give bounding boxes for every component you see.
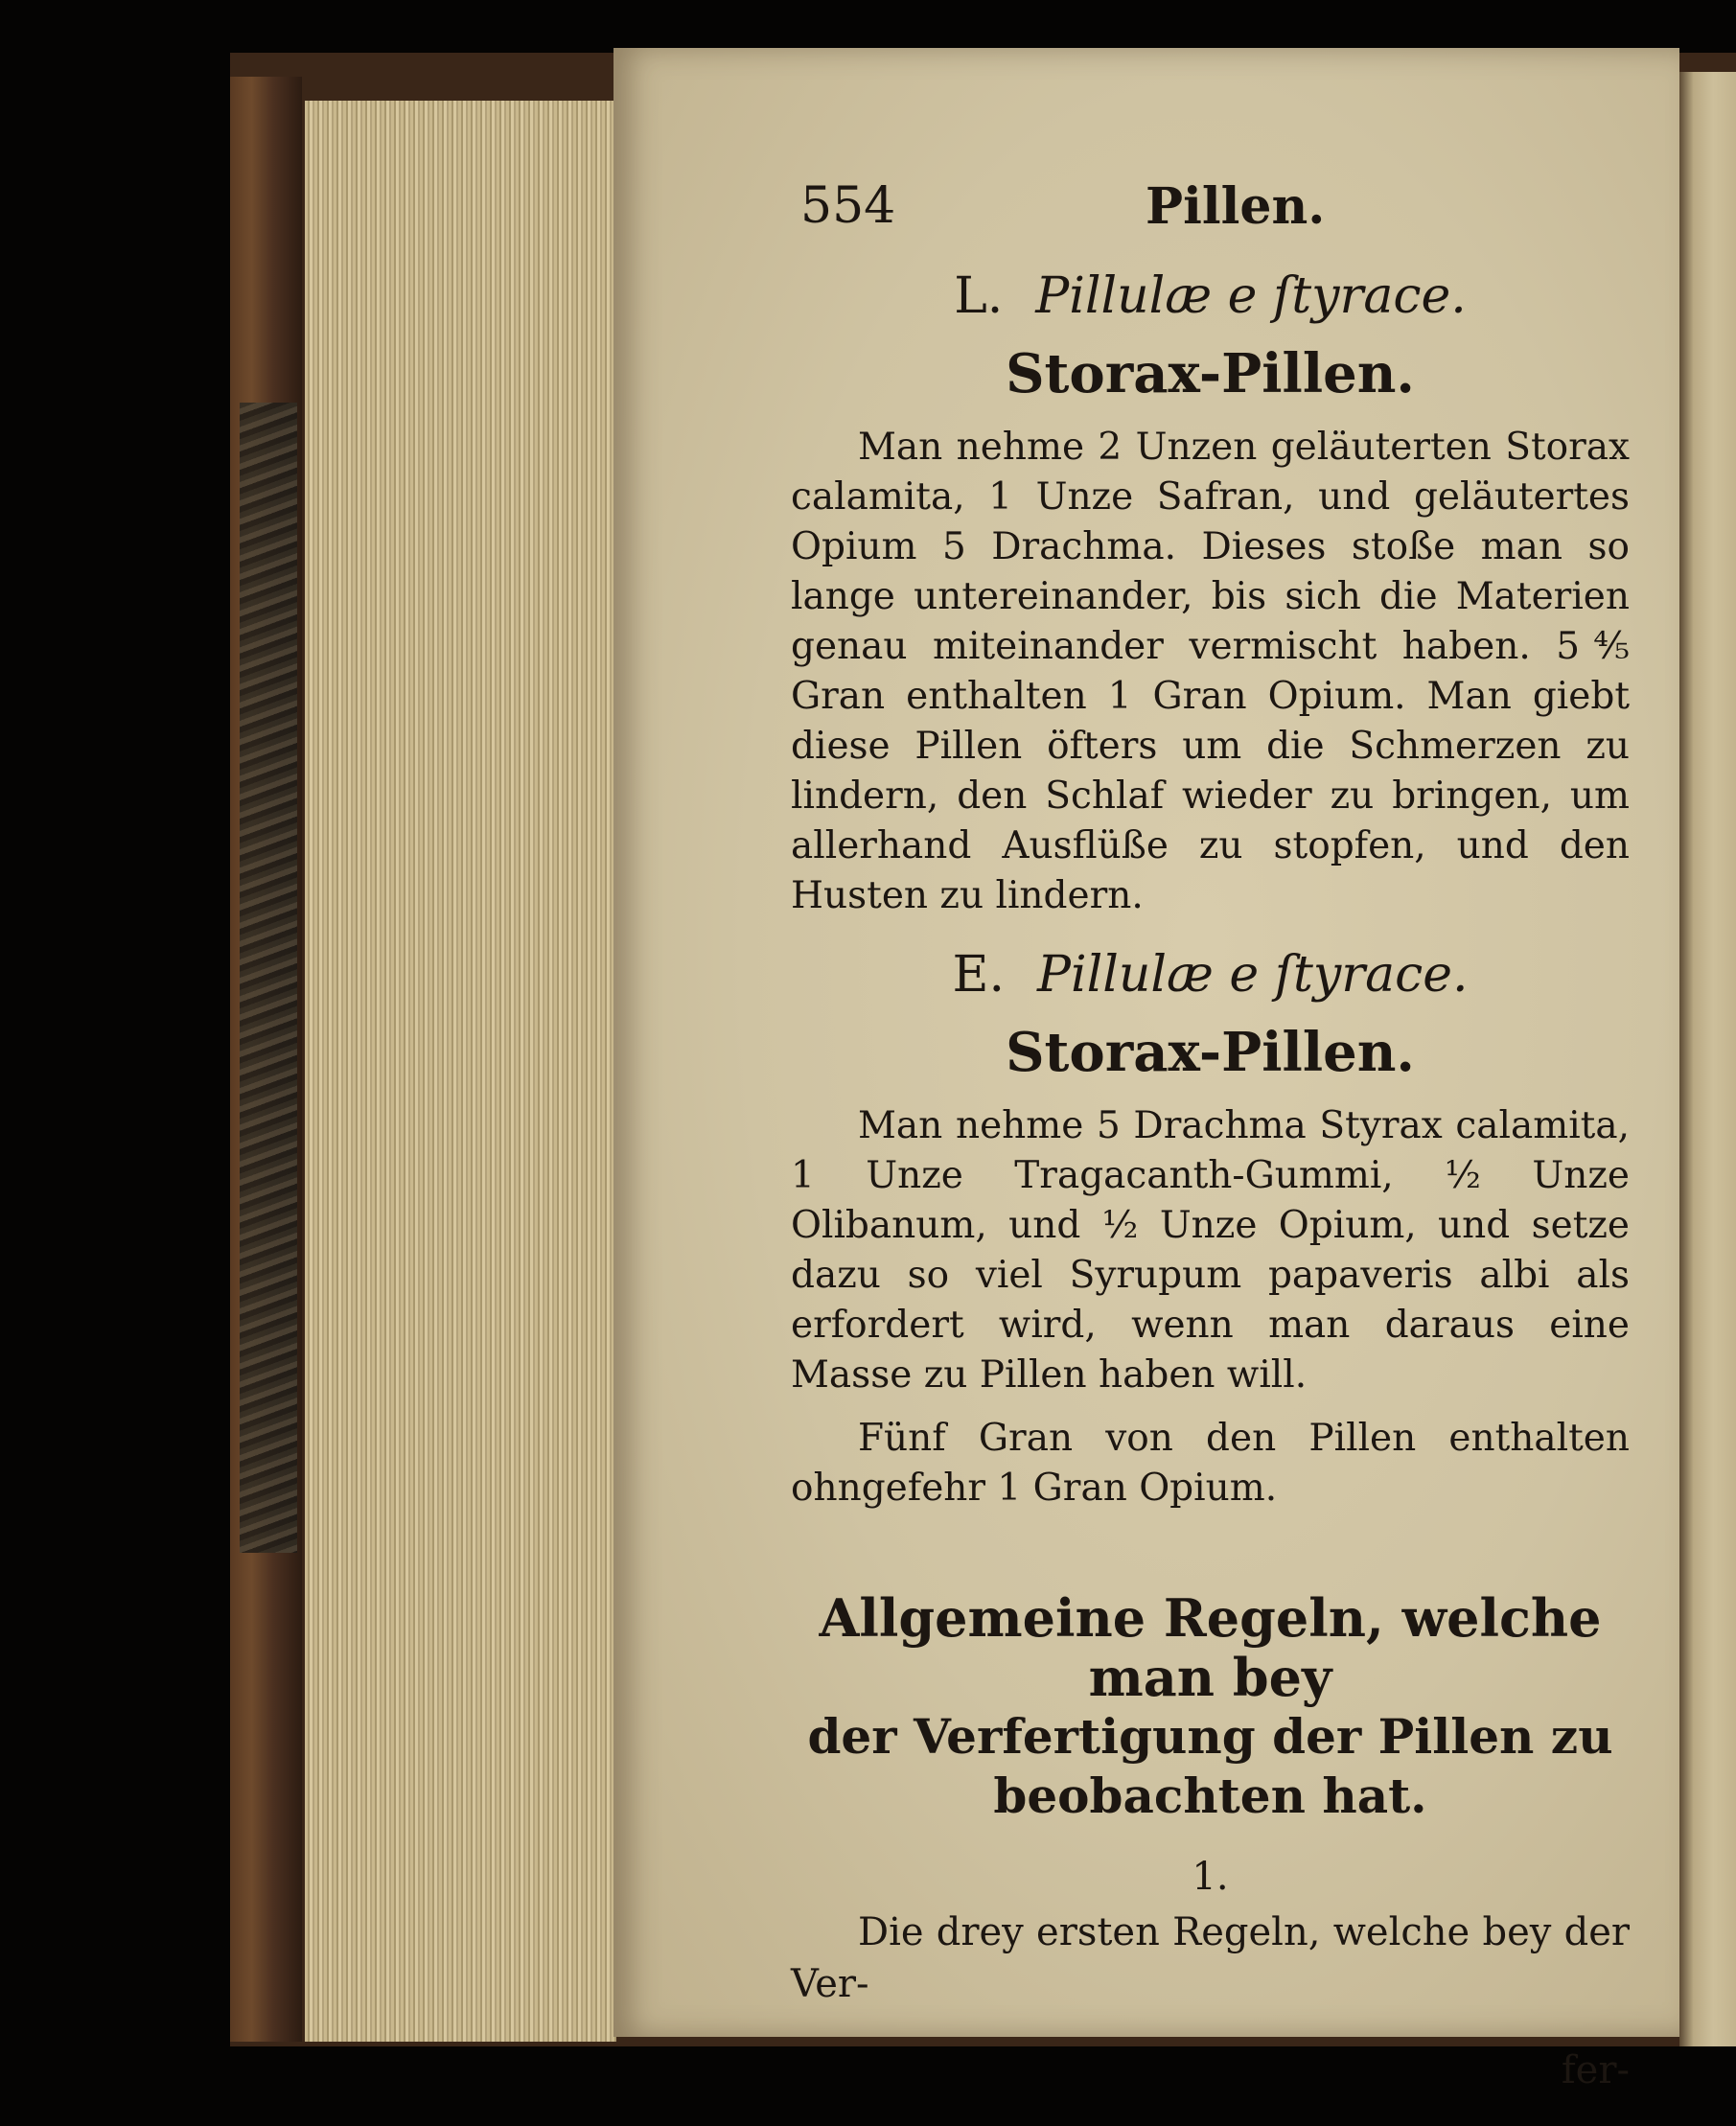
facing-page-edge <box>1679 72 1736 2046</box>
rule-first-line: Die drey ersten Regeln, welche bey der Ver- <box>791 1910 1630 2006</box>
page-content <box>791 177 1630 2092</box>
running-title: Pillen. <box>1146 177 1326 236</box>
page-number: 554 <box>800 177 896 235</box>
section1-german-title: Storax-Pillen. <box>1006 342 1415 405</box>
section2-latin-text: Pillulæ e ſtyrace. <box>1036 946 1469 1004</box>
section2-latin-title <box>791 946 1630 1004</box>
spine-marbling <box>240 403 297 1553</box>
section1-latin-text: Pillulæ e ſtyrace. <box>1035 267 1467 325</box>
section2-mark: E. <box>952 946 1005 1004</box>
catchword: fer- <box>1561 2048 1630 2092</box>
rules-heading-line1: Allgemeine Regeln, welche man bey <box>819 1587 1602 1708</box>
section1-mark: L. <box>954 267 1004 325</box>
rules-heading-line2: der Verfertigung der Pillen zu <box>807 1708 1613 1765</box>
rule-number: 1. <box>1192 1855 1229 1899</box>
section2-note: Fünf Gran von den Pillen enthalten ohngefehr 1 Gran Opium. <box>791 1417 1630 1510</box>
section1-paragraph: Man nehme 2 Unzen geläuterten Storax calamita, 1 Unze Safran, und geläutertes Opium 5 Drachma. Dieses stoße man so lange untereinander, bis sich die Materien genau miteinander vermischt haben. 5⅘ Gran enthalten 1 Gran Opium. Man giebt diese Pillen öfters um die Schmerzen zu lindern, den Schlaf wieder zu bringen, um allerhand Ausflüße zu stopfen, und den Husten zu lindern. <box>791 426 1630 917</box>
page-edges <box>305 101 616 2042</box>
section2-german-title: Storax-Pillen. <box>1006 1021 1415 1084</box>
running-head <box>791 177 1630 254</box>
section1-latin-title <box>791 267 1630 325</box>
rules-heading <box>791 1588 1630 1826</box>
section2-paragraph: Man nehme 5 Drachma Styrax calamita, 1 Unze Tragacanth-Gummi, ½ Unze Olibanum, und ½ Unze Opium, und setze dazu so viel Syrupum papaveris albi als erfordert wird, wenn man daraus eine Masse zu Pillen haben will. <box>791 1104 1630 1397</box>
rules-heading-line3: beobachten hat. <box>993 1768 1427 1824</box>
